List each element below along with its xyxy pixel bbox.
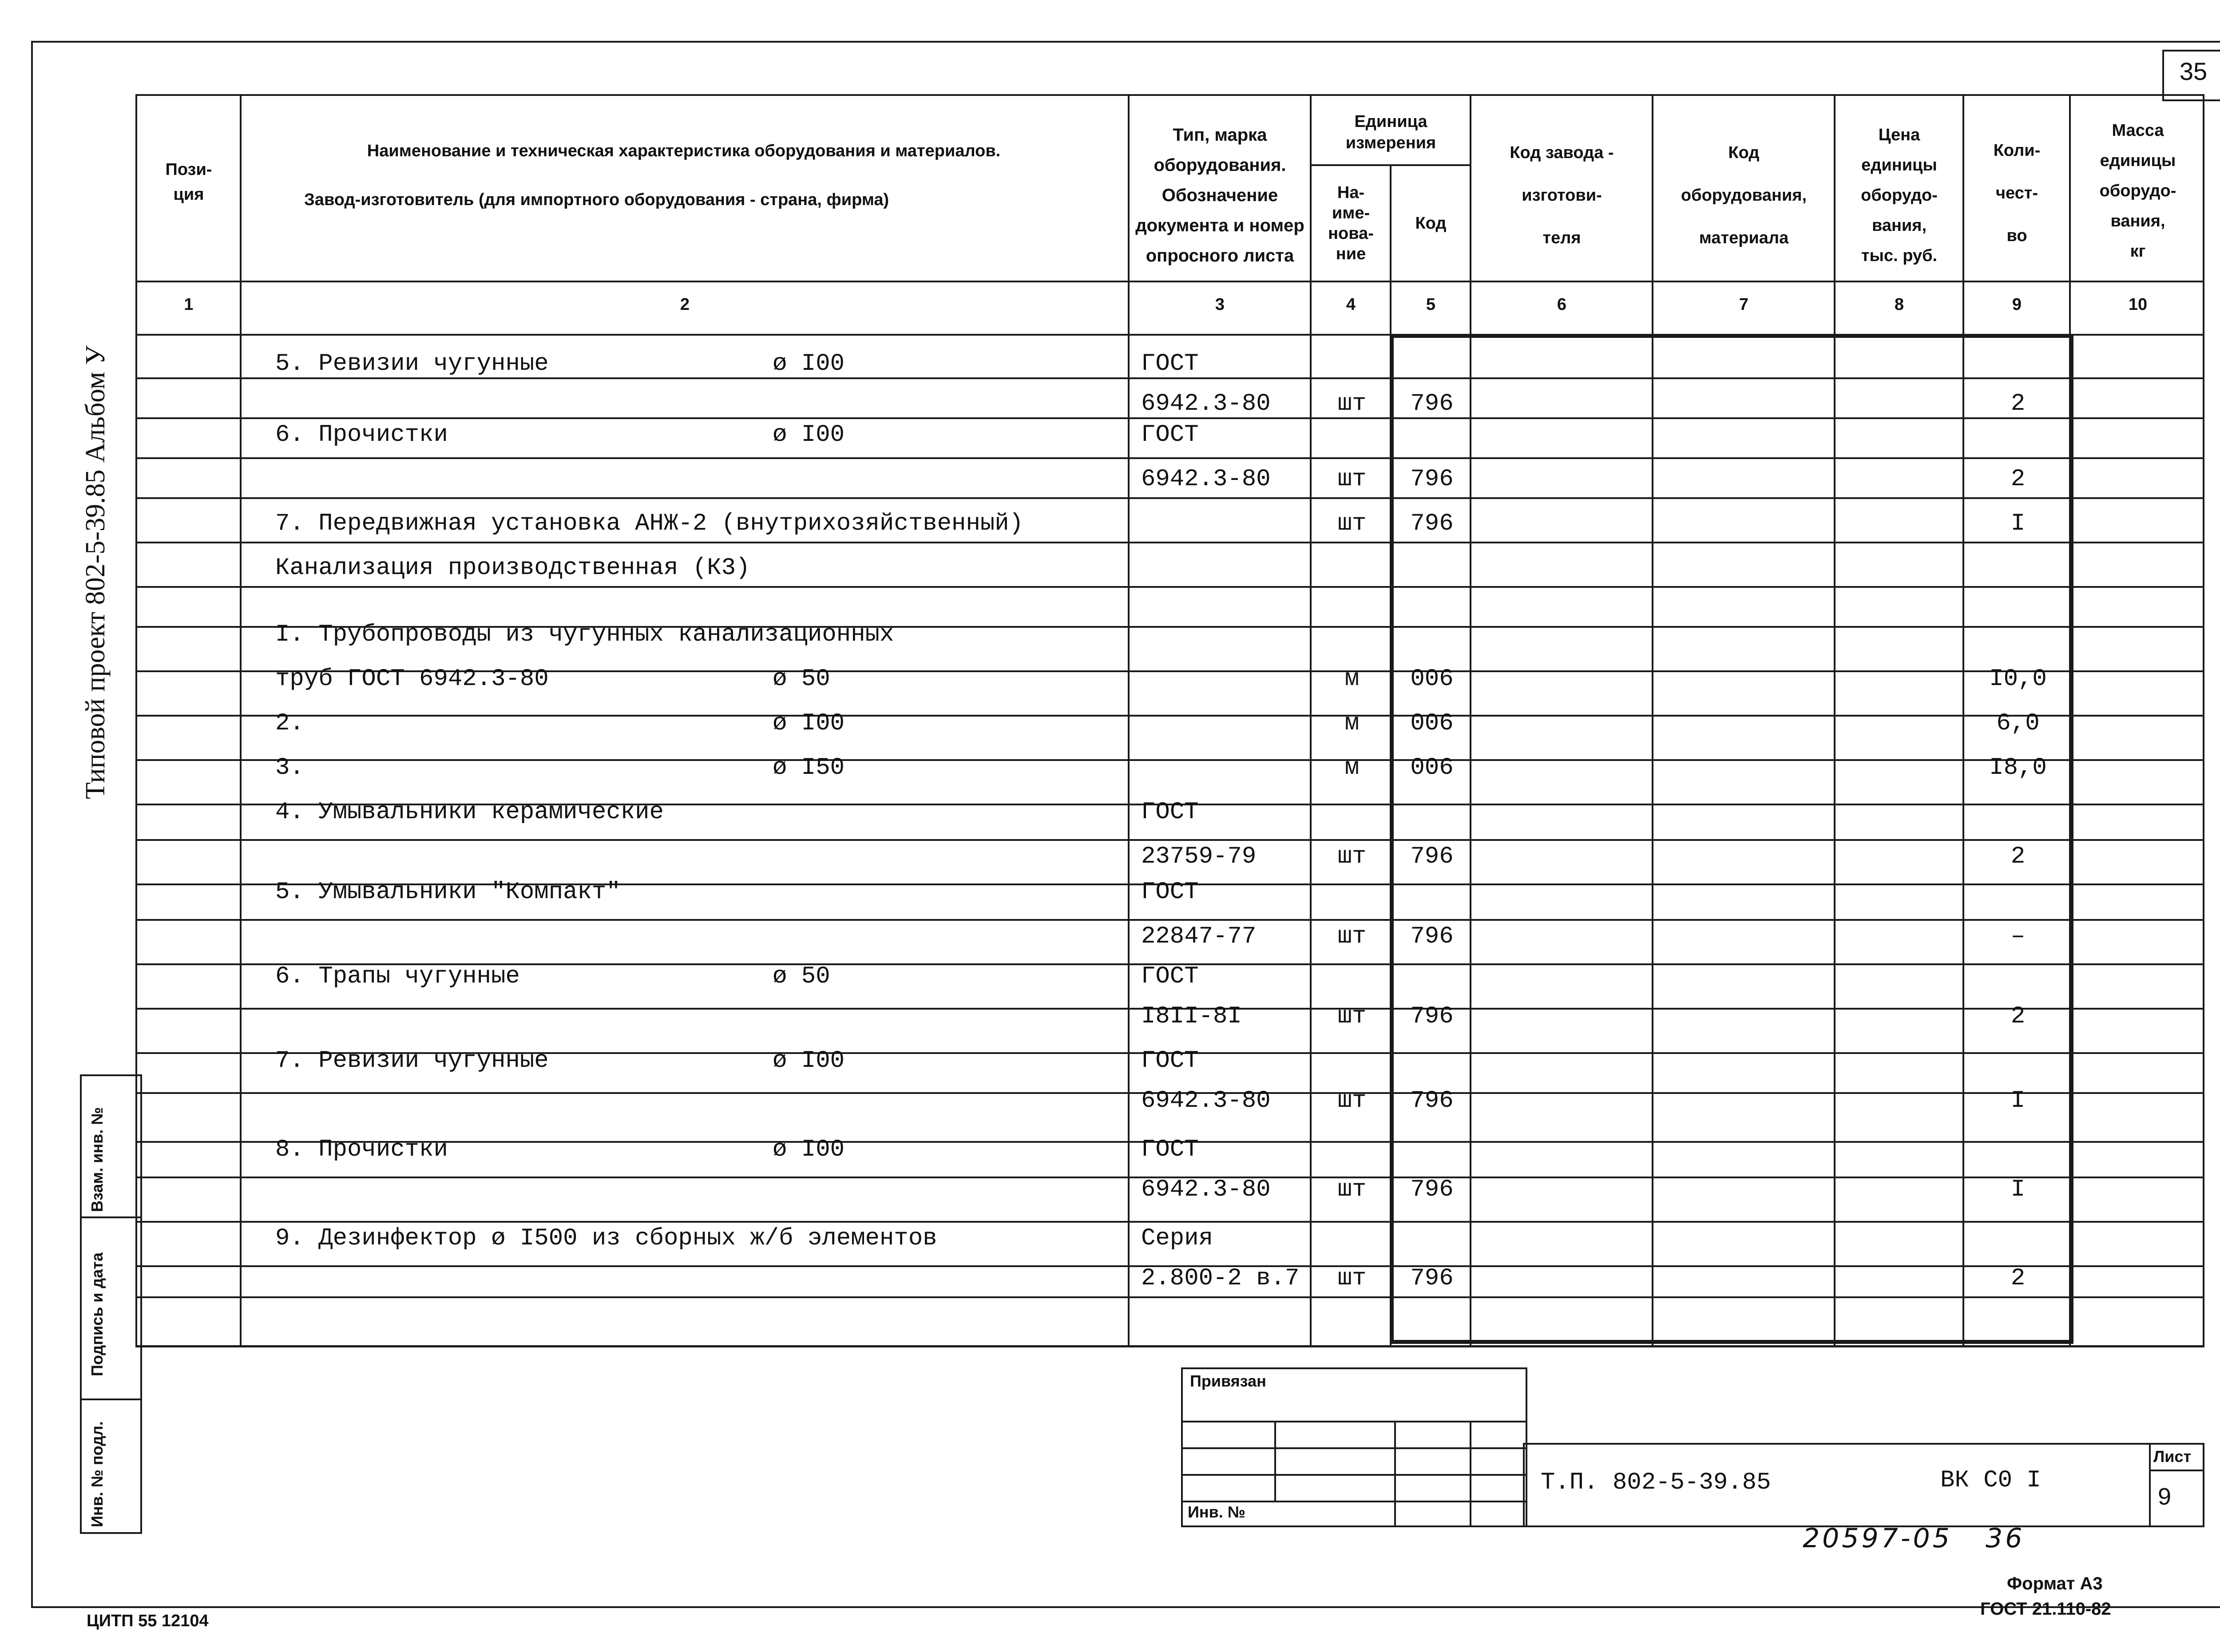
row-name: 9. Дезинфектор ø I500 из сборных ж/б элементов bbox=[275, 1225, 937, 1252]
row-qty: I0,0 bbox=[1989, 666, 2047, 693]
row-doc: I8II-8I bbox=[1141, 1003, 1242, 1030]
row-line bbox=[135, 586, 2204, 588]
gost-label: ГОСТ 21.110-82 bbox=[1980, 1599, 2111, 1619]
row-dia: ø I00 bbox=[773, 710, 845, 737]
row-doc: ГОСТ bbox=[1141, 879, 1199, 906]
row-name: 7. Передвижная установка АНЖ-2 (внутрихозяйственный) bbox=[275, 510, 1024, 537]
row-code: 006 bbox=[1410, 710, 1454, 737]
row-dia: ø I50 bbox=[773, 754, 845, 781]
row-line bbox=[135, 377, 2204, 379]
row-doc: ГОСТ bbox=[1141, 1136, 1199, 1163]
row-line bbox=[135, 1296, 2204, 1298]
row-line bbox=[135, 919, 2204, 921]
row-name: труб ГОСТ 6942.3-80 bbox=[275, 666, 549, 693]
row-qty: 6,0 bbox=[1996, 710, 2040, 737]
header-col9: Коли- чест- во bbox=[1993, 141, 2041, 245]
row-unit: шт bbox=[1337, 1265, 1367, 1292]
row-name: 2. bbox=[275, 710, 304, 737]
header-col5: Код bbox=[1415, 214, 1447, 233]
row-code: 796 bbox=[1410, 390, 1454, 417]
row-code: 796 bbox=[1410, 1003, 1454, 1030]
bottom-strip-line bbox=[135, 1345, 2204, 1347]
row-line bbox=[135, 1221, 2204, 1223]
row-name: 3. bbox=[275, 754, 304, 781]
header-col7: Код оборудования, материала bbox=[1681, 143, 1807, 247]
row-dia: ø I00 bbox=[773, 350, 845, 377]
row-line bbox=[135, 839, 2204, 841]
row-unit: шт bbox=[1337, 390, 1367, 417]
row-name: 5. Умывальники "Компакт" bbox=[275, 879, 621, 906]
left-stamp-line-1 bbox=[80, 1216, 142, 1218]
row-line bbox=[135, 542, 2204, 543]
row-unit: шт bbox=[1337, 923, 1367, 950]
list-value: 9 bbox=[2158, 1483, 2172, 1510]
row-doc: 23759-79 bbox=[1141, 843, 1257, 870]
row-unit: шт bbox=[1337, 1003, 1367, 1030]
row-name: 8. Прочистки bbox=[275, 1136, 448, 1163]
header-col2-line1: Наименование и техническая характеристика оборудования и материалов. bbox=[367, 142, 1001, 160]
page-number: 35 bbox=[2179, 57, 2208, 85]
row-unit: м bbox=[1344, 710, 1360, 737]
row-unit: м bbox=[1344, 666, 1360, 693]
colnum-5: 5 bbox=[1426, 295, 1436, 314]
row-unit: м bbox=[1344, 754, 1360, 781]
row-doc: ГОСТ bbox=[1141, 963, 1199, 990]
row-qty: I bbox=[2010, 1087, 2026, 1114]
row-line bbox=[135, 417, 2204, 419]
row-line bbox=[135, 457, 2204, 459]
col-line-1 bbox=[240, 94, 242, 1347]
row-line bbox=[135, 715, 2204, 717]
header-col8: Цена единицы оборудо- вания, тыс. руб. bbox=[1861, 126, 1938, 265]
row-doc: Серия bbox=[1141, 1225, 1213, 1252]
list-hline bbox=[2149, 1470, 2204, 1471]
row-doc: ГОСТ bbox=[1141, 799, 1199, 826]
header-unit-group: Единица измерения bbox=[1345, 112, 1436, 152]
side-label: Типовой проект 802-5-39.85 Альбом У bbox=[80, 345, 111, 799]
colnum-10: 10 bbox=[2128, 295, 2148, 314]
tb-line-2 bbox=[1181, 1447, 1527, 1449]
row-code: 796 bbox=[1410, 1176, 1454, 1203]
list-label: Лист bbox=[2153, 1447, 2192, 1466]
row-doc: 22847-77 bbox=[1141, 923, 1257, 950]
row-dia: ø 50 bbox=[773, 963, 830, 990]
row-dia: ø I00 bbox=[773, 1047, 845, 1074]
row-qty: 2 bbox=[2010, 1265, 2026, 1292]
row-qty: 2 bbox=[2010, 466, 2026, 493]
row-code: 796 bbox=[1410, 923, 1454, 950]
row-code: 796 bbox=[1410, 843, 1454, 870]
stamp-vzam: Взам. инв. № bbox=[88, 1107, 106, 1212]
header-col6: Код завода - изготови- теля bbox=[1510, 143, 1614, 247]
doc-code: Т.П. 802-5-39.85 bbox=[1541, 1469, 1771, 1496]
header-col1: Пози- ция bbox=[165, 160, 212, 204]
row-dia: ø I00 bbox=[773, 1136, 845, 1163]
row-qty: I bbox=[2010, 510, 2026, 537]
inv-no-label: Инв. № bbox=[1188, 1503, 1245, 1521]
colnum-7: 7 bbox=[1739, 295, 1749, 314]
row-line bbox=[135, 497, 2204, 499]
row-qty: 2 bbox=[2010, 390, 2026, 417]
tb-line-3 bbox=[1181, 1474, 1527, 1476]
row-code: 796 bbox=[1410, 510, 1454, 537]
colnum-6: 6 bbox=[1557, 295, 1567, 314]
row-name: 6. Трапы чугунные bbox=[275, 963, 520, 990]
header-col4: На- име- нова- ние bbox=[1328, 183, 1374, 263]
row-unit: шт bbox=[1337, 843, 1367, 870]
row-code: 006 bbox=[1410, 666, 1454, 693]
tb-line-1 bbox=[1181, 1421, 1527, 1422]
tb-line-4 bbox=[1181, 1501, 1527, 1502]
colnum-4: 4 bbox=[1346, 295, 1356, 314]
row-name: 4. Умывальники керамические bbox=[275, 799, 664, 826]
row-doc: 2.800-2 в.7 bbox=[1141, 1265, 1300, 1292]
colnum-8: 8 bbox=[1894, 295, 1904, 314]
row-doc: ГОСТ bbox=[1141, 350, 1199, 377]
tb-vline-1 bbox=[1274, 1421, 1276, 1501]
row-unit: шт bbox=[1337, 466, 1367, 493]
col-line-2 bbox=[1128, 94, 1130, 1347]
handwritten-number: 20597-05 36 bbox=[1803, 1523, 2025, 1554]
stamp-inv: Инв. № подл. bbox=[88, 1421, 106, 1527]
row-qty: 2 bbox=[2010, 1003, 2026, 1030]
header-col2-line2: Завод-изготовитель (для импортного оборудования - страна, фирма) bbox=[304, 190, 889, 209]
tb-vline-2 bbox=[1394, 1421, 1396, 1527]
row-doc: 6942.3-80 bbox=[1141, 466, 1271, 493]
row-code: 796 bbox=[1410, 1265, 1454, 1292]
list-vline bbox=[2149, 1443, 2151, 1527]
row-name: I. Трубопроводы из чугунных канализационных bbox=[275, 621, 894, 648]
row-qty: I8,0 bbox=[1989, 754, 2047, 781]
row-doc: 6942.3-80 bbox=[1141, 1087, 1271, 1114]
row-qty: – bbox=[2010, 923, 2026, 950]
sheet-code: ВК С0 I bbox=[1940, 1467, 2041, 1494]
left-stamp-line-2 bbox=[80, 1398, 142, 1400]
row-unit: шт bbox=[1337, 1176, 1367, 1203]
row-doc: ГОСТ bbox=[1141, 1047, 1199, 1074]
row-name: 7. Ревизии чугунные bbox=[275, 1047, 549, 1074]
row-name: 6. Прочистки bbox=[275, 421, 448, 448]
tb-vline-3 bbox=[1470, 1421, 1471, 1527]
header-bottom-line bbox=[135, 281, 2204, 282]
colnum-3: 3 bbox=[1215, 295, 1225, 314]
colnum-2: 2 bbox=[680, 295, 690, 314]
row-dia: ø I00 bbox=[773, 421, 845, 448]
row-doc: ГОСТ bbox=[1141, 421, 1199, 448]
row-name: 5. Ревизии чугунные bbox=[275, 350, 549, 377]
row-qty: I bbox=[2010, 1176, 2026, 1203]
row-line bbox=[135, 759, 2204, 761]
row-code: 796 bbox=[1410, 1087, 1454, 1114]
row-code: 796 bbox=[1410, 466, 1454, 493]
col-line-3 bbox=[1310, 94, 1312, 1347]
colnum-1: 1 bbox=[184, 295, 194, 314]
citp-label: ЦИТП 55 12104 bbox=[87, 1612, 209, 1630]
row-unit: шт bbox=[1337, 510, 1367, 537]
header-col3: Тип, марка оборудования. Обозначение документа и номер опросного листа bbox=[1135, 125, 1304, 265]
row-unit: шт bbox=[1337, 1087, 1367, 1114]
row-doc: 6942.3-80 bbox=[1141, 390, 1271, 417]
row-code: 006 bbox=[1410, 754, 1454, 781]
privyazan-label: Привязан bbox=[1190, 1372, 1266, 1390]
colnum-9: 9 bbox=[2012, 295, 2022, 314]
stamp-podpis: Подпись и дата bbox=[88, 1252, 106, 1376]
row-doc: 6942.3-80 bbox=[1141, 1176, 1271, 1203]
format-label: Формат А3 bbox=[2007, 1574, 2103, 1593]
row-name: Канализация производственная (К3) bbox=[275, 555, 750, 582]
header-col10: Масса единицы оборудо- вания, кг bbox=[2099, 121, 2176, 261]
row-qty: 2 bbox=[2010, 843, 2026, 870]
row-dia: ø 50 bbox=[773, 666, 830, 693]
